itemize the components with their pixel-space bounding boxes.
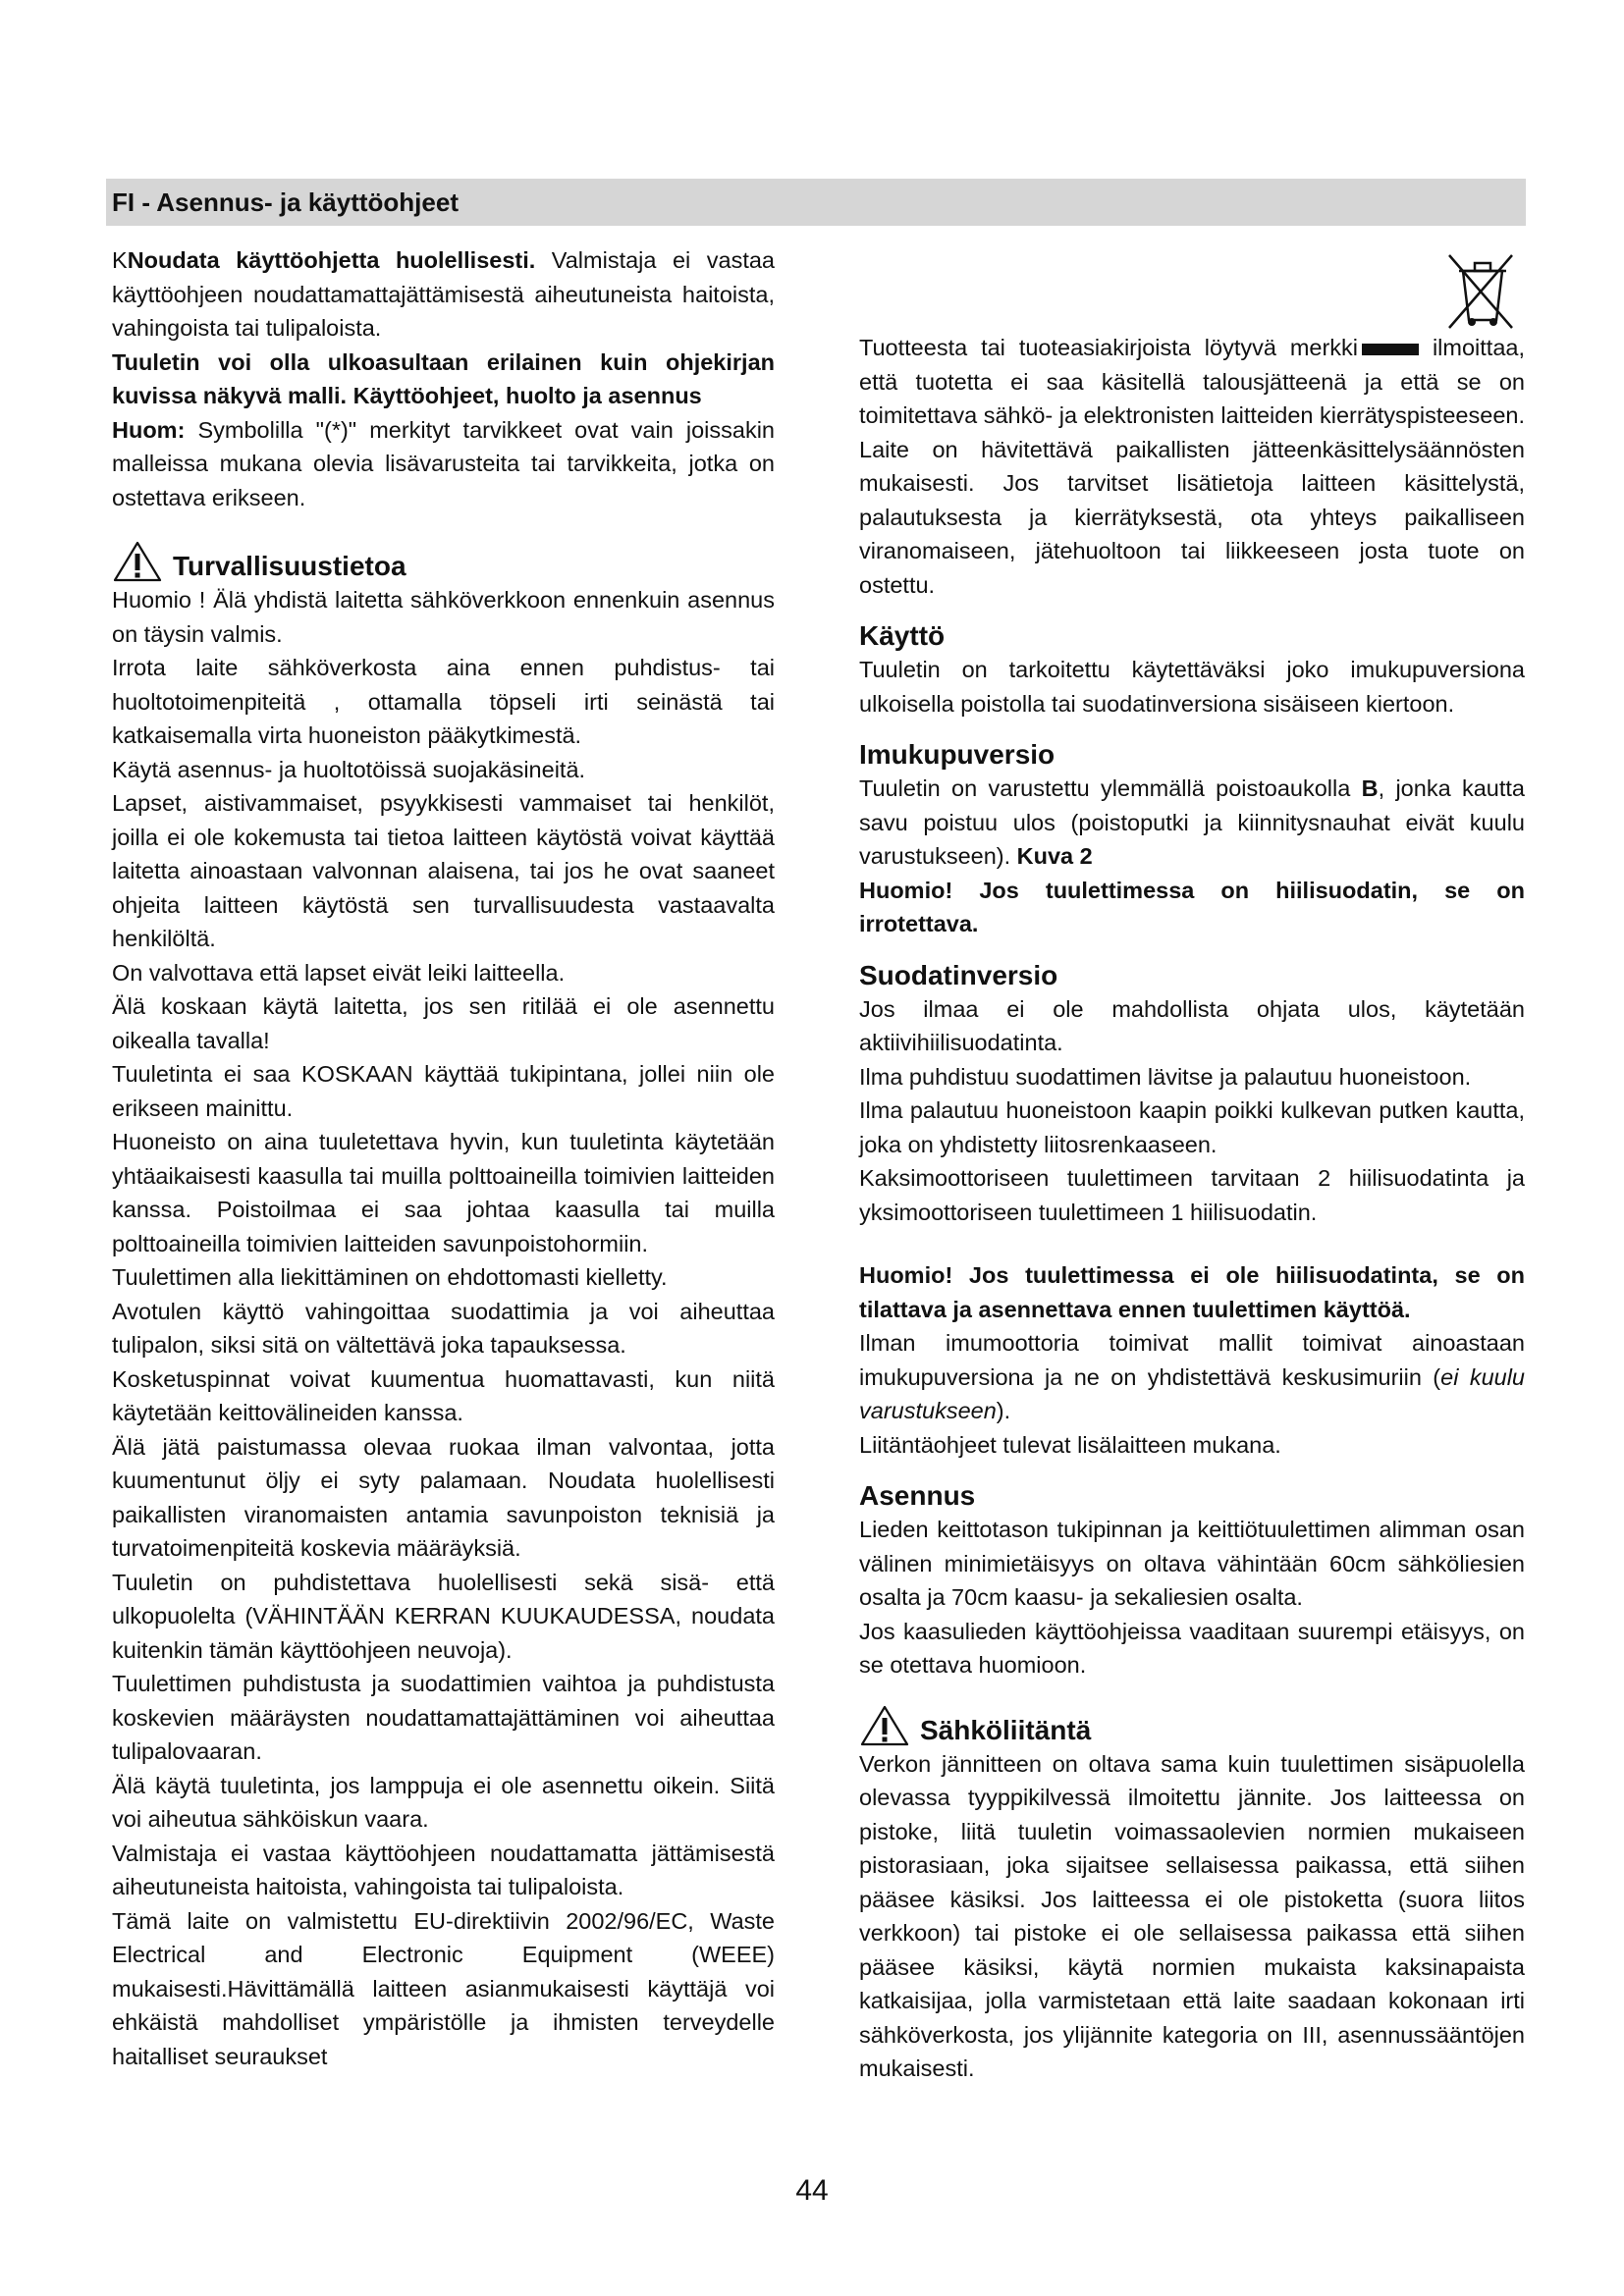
kaytto-title: Käyttö (859, 620, 946, 651)
spacer (859, 1229, 1525, 1258)
safety-paragraph: Huomio ! Älä yhdistä laitetta sähköverkkoon ennenkuin asennus on täysin valmis. (112, 587, 775, 647)
asennus-title: Asennus (859, 1480, 976, 1511)
safety-paragraph: Huoneisto on aina tuuletettava hyvin, kun tuuletinta käytetään yhtäaikaisesti kaasulla tai muilla polttoaineilla toimivien laitteiden kanssa. Poistoilmaa ei saa johtaa kaasulla tai muilla polttoaineilla toimivien laitteiden savunpoistohormiin. (112, 1129, 775, 1256)
suodatin-title: Suodatinversio (859, 959, 1058, 990)
suodatin-paragraph: Ilma puhdistuu suodattimen lävitse ja palautuu huoneistoon. (859, 1063, 1472, 1090)
imukupu-text-a: Tuuletin on varustettu ylemmällä poistoaukolla (859, 775, 1362, 801)
safety-paragraph: Älä käytä tuuletinta, jos lamppuja ei ole asennettu oikein. Siitä voi aiheutua sähköiskun vaara. (112, 1772, 775, 1832)
suodatin-paragraph: Ilma palautuu huoneistoon kaapin poikki kulkevan putken kautta, joka on yhdistetty liitosrenkaaseen. (859, 1097, 1525, 1157)
safety-title: Turvallisuustietoa (173, 551, 406, 581)
suodatin-paragraph: Jos ilmaa ei ole mahdollista ohjata ulos, käytetään aktiivihiilisuodatinta. (859, 995, 1525, 1055)
kaytto-section (859, 619, 1525, 721)
weee-paragraph (859, 331, 1525, 602)
right-column (859, 331, 1525, 2086)
sahko-heading (859, 1704, 1525, 1747)
safety-paragraph: Irrota laite sähköverkosta aina ennen puhdistus- tai huoltotoimenpiteitä , ottamalla töpseli irti seinästä tai katkaisemalla virta huoneiston pääkytkimestä. (112, 655, 775, 748)
safety-heading (112, 540, 775, 583)
safety-paragraph: Tämä laite on valmistettu EU-direktiivin 2002/96/EC, Waste Electrical and Electronic Equipment (WEEE) mukaisesti.Hävittämällä laitteen asianmukaisesti käyttäjä voi ehkäistä mahdolliset ympäristölle ja ihmisten terveydelle haitalliset seuraukset (112, 1907, 775, 2069)
motorless-paragraph (859, 1326, 1525, 1428)
weee-bin-icon (1441, 249, 1520, 332)
kaytto-text: Tuuletin on tarkoitettu käytettäväksi joko imukupuversiona ulkoisella poistolla tai suodatinversiona sisäiseen kiertoon. (859, 657, 1525, 717)
imukupu-warning: Huomio! Jos tuulettimessa on hiilisuodatin, se on irrotettava. (859, 877, 1525, 936)
page-number: 44 (795, 2174, 829, 2207)
intro-paragraph-1 (112, 243, 775, 346)
imukupu-text (859, 772, 1525, 874)
motorless-italic: ei kuulu varustukseen (859, 1363, 1526, 1423)
safety-paragraph: Lapset, aistivammaiset, psyykkisesti vammaiset tai henkilöt, joilla ei ole kokemusta tai tietoa laitteen käytöstä voivat käyttää laitetta ainoastaan valvonnan alaisena, tai jos he ovat saaneet ohjeita laitteen käytöstä sen turvallisuudesta vastaavalta henkilöltä. (112, 790, 775, 951)
sahko-text: Verkon jännitteen on oltava sama kuin tuulettimen sisäpuolella olevassa tyyppikilvessä ilmoitettu jännite. Jos laitteessa on pistoke, liitä tuuletin voimassaolevien normien mukaiseen pistorasiaan, joka sijaitsee sellaisessa paikassa, että siihen pääsee käsiksi. Jos laitteessa ei ole pistoketta (suora liitos verkkoon) tai pistoke ei ole sellaisessa paikassa että siihen pääsee käsiksi, käytä normien mukaista kaksinapaista katkaisijaa, jolla varmistetaan että laite saadaan kokonaan irti sähköverkosta, jos ylijännite kategoria on III, asennussääntöjen mukaisesti. (859, 1750, 1525, 2081)
intro-bold: Noudata käyttöohjetta huolellisesti. (127, 247, 536, 273)
page-title: FI - Asennus- ja käyttöohjeet (112, 187, 459, 217)
intro-paragraph-2: Tuuletin voi olla ulkoasultaan erilainen kuin ohjekirjan kuvissa näkyvä malli. Käyttöohjeet, huolto ja asennus (112, 348, 775, 408)
weee-black-bar (1362, 344, 1419, 355)
asennus-p2: Jos kaasulieden käyttöohjeissa vaaditaan suurempi etäisyys, on se otettava huomioon. (859, 1618, 1525, 1678)
asennus-section (859, 1479, 1525, 1682)
safety-paragraph: Älä koskaan käytä laitetta, jos sen ritilää ei ole asennettu oikealla tavalla! (112, 993, 775, 1053)
sahko-title: Sähköliitäntä (920, 1714, 1092, 1745)
safety-paragraph: Avotulen käyttö vahingoittaa suodattimia ja voi aiheuttaa tulipalon, siksi sitä on vältettävä joka tapauksessa. (112, 1298, 775, 1358)
header-bar (106, 179, 1526, 226)
safety-paragraph: Tuuletinta ei saa KOSKAAN käyttää tukipintana, jollei niin ole erikseen mainittu. (112, 1061, 775, 1121)
motorless-c: ). (996, 1398, 1011, 1423)
imukupu-title: Imukupuversio (859, 739, 1056, 770)
suodatin-paragraph: Kaksimoottoriseen tuulettimeen tarvitaan 2 hiilisuodatinta ja yksimoottoriseen tuulettimeen 1 hiilisuodatin. (859, 1165, 1525, 1225)
intro-lead: K (112, 247, 128, 273)
imukupu-text-b: B (1361, 775, 1379, 801)
safety-paragraph: Älä jätä paistumassa olevaa ruokaa ilman valvontaa, jotta kuumentunut öljy ei syty palamaan. Noudata huolellisesti paikallisten viranomaisten antamia savunpoiston teknisiä ja turvatoimenpiteitä koskevia määräyksiä. (112, 1433, 775, 1561)
connection-note: Liitäntäohjeet tulevat lisälaitteen mukana. (859, 1431, 1281, 1458)
warning-icon (859, 1704, 910, 1747)
imukupu-figure-ref: Kuva 2 (1016, 843, 1093, 869)
asennus-p1: Lieden keittotason tukipinnan ja keittiötuulettimen alimman osan välinen minimietäisyys on oltava vähintään 60cm sähköliesien osalta ja 70cm kaasu- ja sekaliesien osalta. (859, 1517, 1525, 1610)
imukupu-text-c: , jonka kautta savu poistuu ulos (poistoputki ja kiinnitysnauhat eivät kuulu varustukseen). (859, 775, 1525, 869)
motorless-a: Ilman imumoottoria toimivat mallit toimivat ainoastaan imukupuversiona ja ne on yhdistettävä keskusimuriin ( (859, 1330, 1525, 1390)
safety-paragraph: Valmistaja ei vastaa käyttöohjeen noudattamatta jättämisestä aiheutuneista haitoista, vahingoista tai tulipaloista. (112, 1840, 775, 1899)
imukupu-section (859, 738, 1525, 941)
intro-rest: Valmistaja ei vastaa käyttöohjeen noudattamattajättämisestä aiheutuneista haitoista, vahingoista tai tulipaloista. (112, 247, 775, 341)
safety-paragraph: Tuulettimen alla liekittäminen on ehdottomasti kielletty. (112, 1264, 668, 1290)
safety-paragraph: Tuuletin on puhdistettava huolellisesti sekä sisä- että ulkopuolelta (VÄHINTÄÄN KERRAN KUUKAUDESSA, noudata kuitenkin tämän käyttöohjeen neuvoja). (112, 1569, 775, 1663)
weee-text: Tuotteesta tai tuoteasiakirjoista löytyvä merkki (859, 335, 1359, 360)
suodatin-warning: Huomio! Jos tuulettimessa ei ole hiilisuodatinta, se on tilattava ja asennettava ennen tuulettimen käyttöä. (859, 1262, 1525, 1322)
left-column (112, 243, 775, 2073)
safety-paragraph: Kosketuspinnat voivat kuumentua huomattavasti, kun niitä käytetään keittovälineiden kanssa. (112, 1365, 775, 1425)
note-label: Huom: (112, 416, 186, 443)
intro-paragraph-3 (112, 413, 775, 515)
weee-text-2: ilmoittaa, että tuotetta ei saa käsitellä talousjätteenä ja että se on toimitettava sähkö- ja elektronisten laitteiden kierrätyspisteeseen. Laite on hävitettävä paikallisten jätteenkäsittelysäännösten mukaisesti. Jos tarvitset lisätietoja laitteen käsittelystä, palautuksesta ja kierrätyksestä, ota yhteys paikalliseen viranomaiseen, jätehuoltoon tai liikkeeseen josta tuote on ostettu. (859, 335, 1525, 598)
safety-paragraph: Tuulettimen puhdistusta ja suodattimien vaihtoa ja puhdistusta koskevien määräysten noudattamattajättäminen voi aiheuttaa tulipalovaaran. (112, 1671, 775, 1764)
suodatin-section (859, 959, 1525, 1463)
warning-icon (112, 540, 163, 583)
safety-paragraph: On valvottava että lapset eivät leiki laitteella. (112, 959, 566, 986)
safety-list (112, 583, 775, 2073)
suodatin-list (859, 992, 1525, 1230)
note-text: Symbolilla "(*)" merkityt tarvikkeet ovat vain joissakin malleissa mukana olevia lisävarusteita tai tarvikkeita, jotka on ostettava erikseen. (112, 416, 775, 510)
safety-paragraph: Käytä asennus- ja huoltotöissä suojakäsineitä. (112, 756, 586, 782)
